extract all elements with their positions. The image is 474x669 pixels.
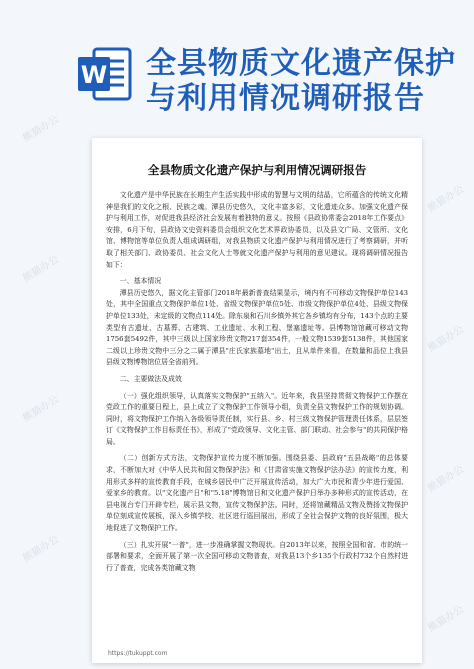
watermark: 熊猫办公 xyxy=(426,323,466,355)
paragraph-intro: 文化遗产是中华民族在长期生产生活实践中形成的智慧与文明的结晶，它所蕴含的传统文化精神是我们的文化之根、民族之魂。潭县历史悠久，文化丰富多彩，文化遗迹众多。加强文化遗产保护与利用工作，对促进我县经济社会发展有着独特的意义。按照《县政协常委会2018年工作要点》安排，6月下旬，县政协文史资料委员会组织文化艺术界政协委员，以及县文广局、文管所、文化馆、博物馆等单位负责人组成调研组，对我县物质文化遗产保护与利用情况进行了考察调研，并听取了相关部门、政协委员、社会文化人士等就文化遗产保护与利用的意见建议。现将调研情况报告如下： xyxy=(106,191,408,269)
watermark: 熊猫办公 xyxy=(426,463,466,495)
watermark: 熊猫办公 xyxy=(21,533,61,565)
page-title-line-1: 全县物质文化遗产保护 xyxy=(146,46,456,81)
word-document-icon xyxy=(74,43,136,105)
section-heading: 一、基本情况 xyxy=(119,277,162,286)
watermark: 熊猫办公 xyxy=(21,253,61,285)
watermark: 熊猫办公 xyxy=(21,393,61,425)
logo-letter: W xyxy=(80,61,108,89)
paragraph-item-2: （二）创新方式方法，文物保护宣传力度不断加强。围绕县委、县政府"五县战略"的总体要求，不断加大对《中华人民共和国文物保护法》和《甘肃省实施文物保护法办法》的宣传力度，利用形式多样的宣传教育手段，在城乡居民中广泛开展宣传活动，加大广大市民和青少年进行爱国、爱家乡的教育。以"文化遗产日"和"5.18"博物馆日和文化遗产保护日举办多种形式的宣传活动，在县电视台专门开辟专栏，展示县文物，宣传文物保护法。同时，还将馆藏精品文物及赞扬文物保护单位刻成宣传展板，深入乡镇学校、社区进行巡回展出，形成了全社会保护文物的良好氛围，极大地促进了文物保护工作。 xyxy=(106,454,408,533)
paragraph-item-1: （一）强化组织领导，认真落实文物保护"五纳入"。近年来，我县坚持贯彻文物保护工作摆在党政工作的重要日程上，县上成立了文物保护工作领导小组，负责全县文物保护工作的规划协调。同时，将文物保护工作纳入各级领导责任制，实行县、乡、村三级文物保护管理责任体系，层层签订《文物保护工作目标责任书》，形成了"党政领导、文化主管、部门联动、社会参与"的共同保护格局。 xyxy=(106,391,408,446)
header xyxy=(0,0,474,140)
watermark: 熊猫办公 xyxy=(426,603,466,635)
page-title-line-2: 与利用情况调研报告 xyxy=(146,81,425,116)
section-heading: 二、主要做法及成效 xyxy=(119,374,182,383)
paragraph-item-3: （三）扎实开展"一普"，进一步准确掌握文物现状。自2013年以来，按照全国和省、市的统一部署和要求，全面开展了第一次全国可移动文物普查，对我县13个乡135个行政村732个自然村进行了普查，完成各类馆藏文物 xyxy=(106,540,408,572)
watermark: 熊猫办公 xyxy=(21,113,61,145)
document-body xyxy=(106,190,408,574)
document-page xyxy=(92,138,422,663)
document-url: https://tukuppt.com xyxy=(108,650,168,657)
watermark: 熊猫办公 xyxy=(426,183,466,215)
document-title: 全县物质文化遗产保护与利用情况调研报告 xyxy=(147,163,367,177)
paragraph-basic-info: 潭县历史悠久，据文化主管部门2018年最新普查结果显示，境内有不可移动文物保护单位143处，其中全国重点文物保护单位1处、省级文物保护单位5处、市级文物保护单位4处、县级文物保护单位133处，未定级的文物点114处。除东泉和石川乡镇外其它各乡镇均有分布，143个点的主要类型有古遗址、古墓葬、古建筑、工业遗址、水利工程、堡塞遗址等。县博物馆馆藏可移动文物1756套5492件，其中三级以上国家珍贵文物217套354件，一般文物1539套5138件，其他国家二级以上珍贵文物中三分之二属于潭县"庄氏家族墓地"出土，且从单件来看，在数量和品位上我县县级文物博物馆位居全省前列。 xyxy=(106,288,408,367)
